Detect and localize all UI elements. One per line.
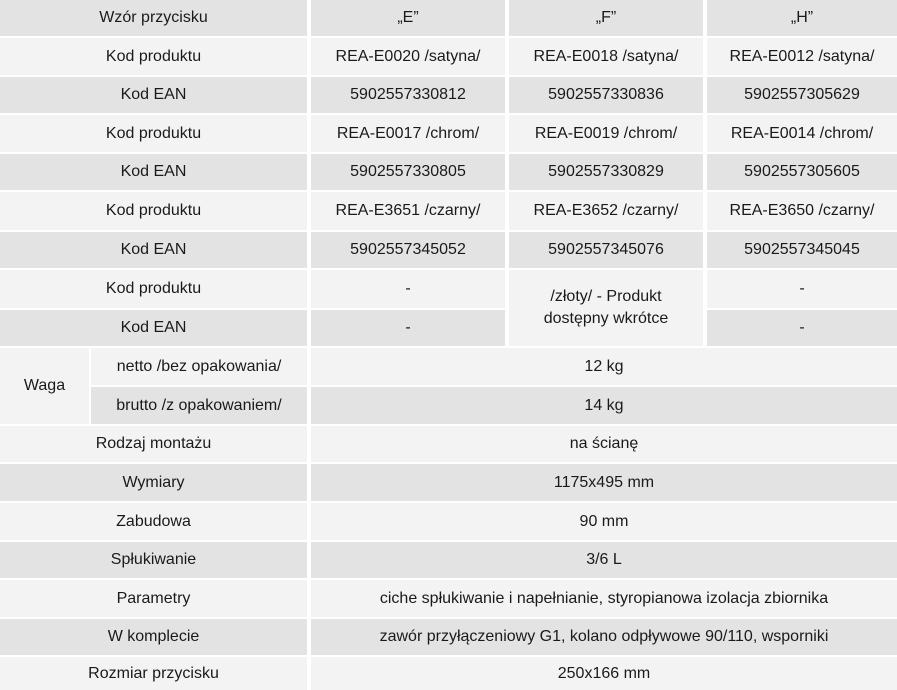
- variant-1-ean-f: 5902557330836: [509, 77, 703, 113]
- weight-gross-label: brutto /z opakowaniem/: [91, 387, 307, 424]
- spec-button-size-label: Rozmiar przycisku: [0, 657, 307, 690]
- variant-3-code-h: REA-E3650 /czarny/: [707, 192, 897, 230]
- variant-4-ean-e: -: [311, 310, 505, 346]
- header-label-cell: Wzór przycisku: [0, 0, 307, 36]
- spec-included-label: W komplecie: [0, 619, 307, 655]
- header-col-h: „H”: [707, 0, 897, 36]
- variant-4-ean-h: -: [707, 310, 897, 346]
- variant-4-ean-label: Kod EAN: [0, 310, 307, 346]
- variant-2-code-h: REA-E0014 /chrom/: [707, 115, 897, 152]
- spec-dimensions-value: 1175x495 mm: [311, 464, 897, 501]
- variant-2-ean-f: 5902557330829: [509, 154, 703, 190]
- variant-3-ean-h: 5902557345045: [707, 232, 897, 268]
- variant-4-f-merged-note: /złoty/ - Produkt dostępny wkrótce: [509, 270, 703, 346]
- variant-3-ean-f: 5902557345076: [509, 232, 703, 268]
- weight-label: Waga: [0, 348, 89, 424]
- variant-1-code-f: REA-E0018 /satyna/: [509, 38, 703, 75]
- variant-2-code-label: Kod produktu: [0, 115, 307, 152]
- variant-3-ean-e: 5902557345052: [311, 232, 505, 268]
- variant-4-code-label: Kod produktu: [0, 270, 307, 308]
- variant-1-ean-e: 5902557330812: [311, 77, 505, 113]
- spec-button-size-value: 250x166 mm: [311, 657, 897, 690]
- variant-3-code-label: Kod produktu: [0, 192, 307, 230]
- variant-2-ean-label: Kod EAN: [0, 154, 307, 190]
- header-col-e: „E”: [311, 0, 505, 36]
- spec-flush-value: 3/6 L: [311, 542, 897, 578]
- header-col-f: „F”: [509, 0, 703, 36]
- spec-mounting-value: na ścianę: [311, 426, 897, 462]
- variant-2-ean-h: 5902557305605: [707, 154, 897, 190]
- spec-mounting-label: Rodzaj montażu: [0, 426, 307, 462]
- variant-3-ean-label: Kod EAN: [0, 232, 307, 268]
- spec-parameters-value: ciche spłukiwanie i napełnianie, styropianowa izolacja zbiornika: [311, 580, 897, 617]
- variant-2-code-f: REA-E0019 /chrom/: [509, 115, 703, 152]
- variant-1-code-label: Kod produktu: [0, 38, 307, 75]
- variant-2-code-e: REA-E0017 /chrom/: [311, 115, 505, 152]
- spec-flush-label: Spłukiwanie: [0, 542, 307, 578]
- weight-net-label: netto /bez opakowania/: [91, 348, 307, 385]
- spec-dimensions-label: Wymiary: [0, 464, 307, 501]
- spec-installation-depth-label: Zabudowa: [0, 503, 307, 540]
- variant-3-code-f: REA-E3652 /czarny/: [509, 192, 703, 230]
- spec-included-value: zawór przyłączeniowy G1, kolano odpływowe 90/110, wsporniki: [311, 619, 897, 655]
- spec-parameters-label: Parametry: [0, 580, 307, 617]
- variant-1-code-h: REA-E0012 /satyna/: [707, 38, 897, 75]
- weight-gross-value: 14 kg: [311, 387, 897, 424]
- weight-net-value: 12 kg: [311, 348, 897, 385]
- spec-installation-depth-value: 90 mm: [311, 503, 897, 540]
- variant-2-ean-e: 5902557330805: [311, 154, 505, 190]
- variant-1-ean-h: 5902557305629: [707, 77, 897, 113]
- variant-1-code-e: REA-E0020 /satyna/: [311, 38, 505, 75]
- variant-4-code-e: -: [311, 270, 505, 308]
- variant-3-code-e: REA-E3651 /czarny/: [311, 192, 505, 230]
- variant-4-code-h: -: [707, 270, 897, 308]
- variant-1-ean-label: Kod EAN: [0, 77, 307, 113]
